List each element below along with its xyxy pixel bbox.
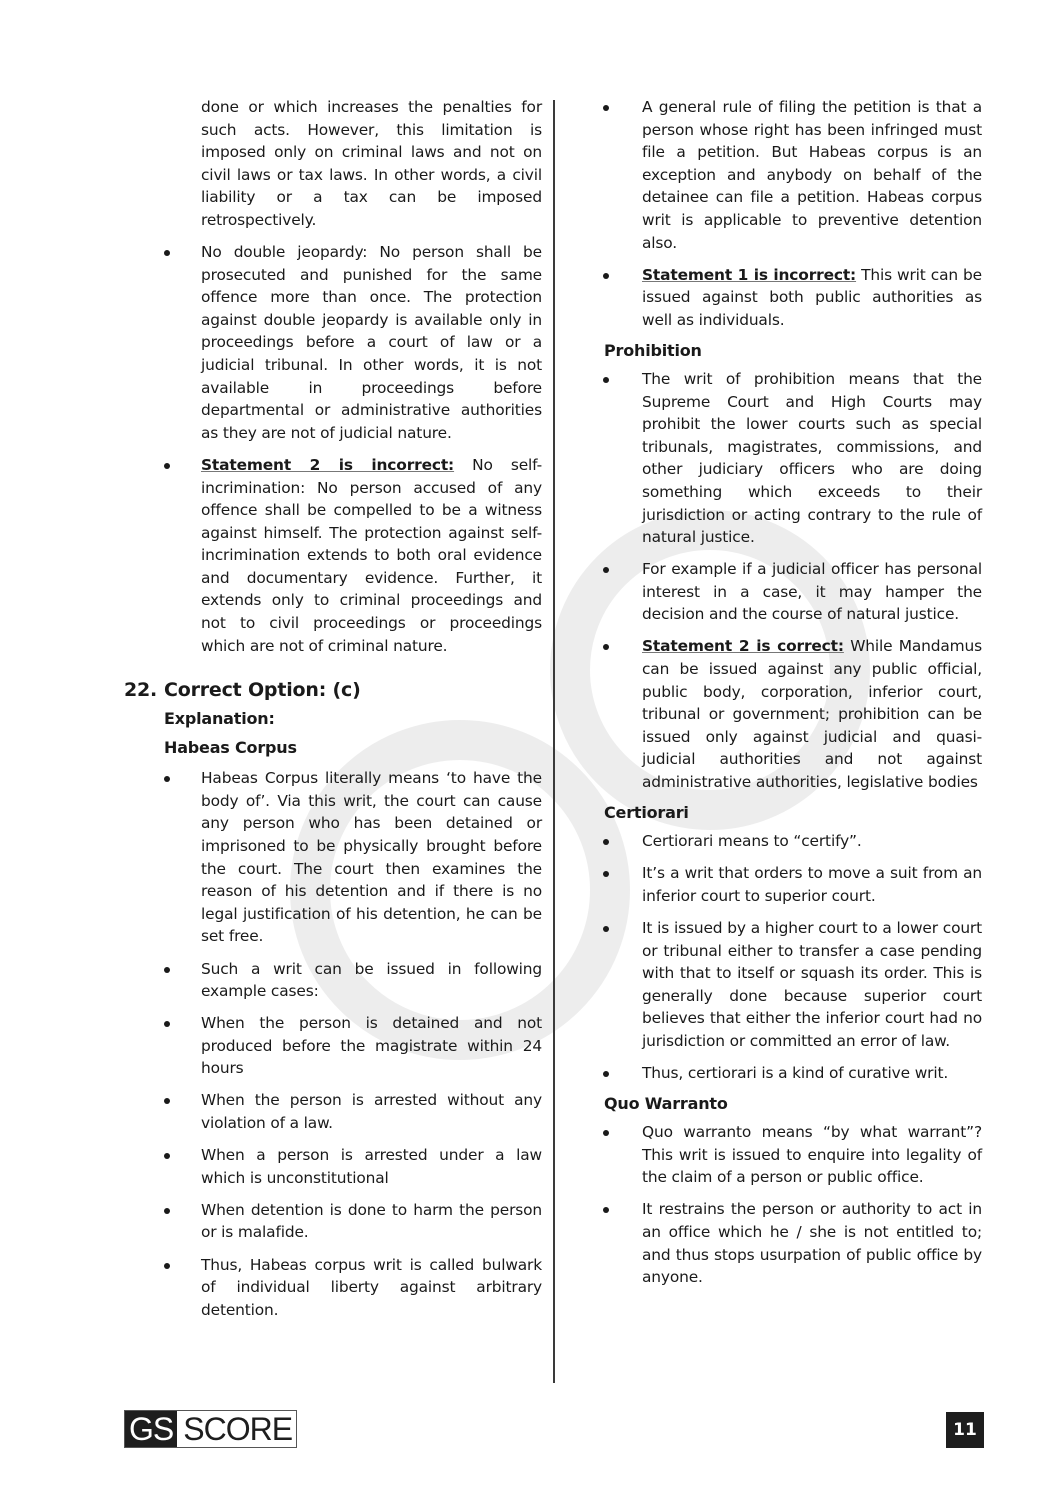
list-item: Statement 2 is correct: While Mandamus can be issued against any public official, public body, corporation, inferior court, tribunal or government; prohibition can be issued only against judicial and quasi-judicial authorities and not against administrative authorities, legislative bodies bbox=[600, 635, 982, 793]
bullet-icon bbox=[603, 926, 609, 932]
bullet-icon bbox=[603, 567, 609, 573]
list-item: The writ of prohibition means that the Supreme Court and High Courts may prohibit the lower courts such as special tribunals, magistrates, commissions, and other judiciary officers who are doing something which exceeds to their jurisdiction or acting contrary to the rule of natural justice. bbox=[600, 368, 982, 549]
bullet-icon bbox=[603, 1207, 609, 1213]
section-heading-certiorari: Certiorari bbox=[604, 803, 689, 823]
list-item: Habeas Corpus literally means ‘to have the body of’. Via this writ, the court can cause any person who has been detained or imprisoned to be physically brought before the court. The court then examines the reason of his detention and if there is no legal justification of his detention, he can be set free. bbox=[124, 767, 542, 948]
bullet-icon bbox=[164, 463, 170, 469]
bullet-icon bbox=[603, 377, 609, 383]
list-item: When detention is done to harm the person or is malafide. bbox=[124, 1199, 542, 1244]
section-heading-habeas-corpus: Habeas Corpus bbox=[164, 738, 297, 758]
gs-score-logo bbox=[124, 1410, 297, 1448]
list-item: Thus, certiorari is a kind of curative writ. bbox=[600, 1062, 982, 1085]
list-item: When the person is arrested without any violation of a law. bbox=[124, 1089, 542, 1134]
logo-gs: GS bbox=[125, 1411, 177, 1447]
right-column bbox=[600, 96, 982, 1298]
bullet-icon bbox=[603, 105, 609, 111]
section-heading-prohibition: Prohibition bbox=[604, 340, 702, 360]
bullet-icon bbox=[164, 250, 170, 256]
column-divider bbox=[553, 100, 555, 1383]
bullet-icon bbox=[164, 1021, 170, 1027]
explanation-label: Explanation: bbox=[164, 709, 275, 729]
list-item: A general rule of filing the petition is that a person whose right has been infringed must file a petition. But Habeas corpus is an exception and anybody on behalf of the detainee can file a petition. Habeas corpus writ is applicable to preventive detention also. bbox=[600, 96, 982, 254]
question-number: 22. bbox=[124, 679, 158, 702]
list-item: For example if a judicial officer has personal interest in a case, it may hamper the decision and the course of natural justice. bbox=[600, 558, 982, 626]
bullet-icon bbox=[164, 1208, 170, 1214]
logo-score: SCORE bbox=[177, 1411, 296, 1447]
list-item: Quo warranto means “by what warrant”? This writ is issued to enquire into legality of the claim of a person or public office. bbox=[600, 1121, 982, 1189]
statement-label: Statement 1 is incorrect: bbox=[642, 265, 857, 284]
bullet-icon bbox=[603, 273, 609, 279]
list-item: Such a writ can be issued in following example cases: bbox=[124, 958, 542, 1003]
bullet-icon bbox=[164, 1153, 170, 1159]
list-item: When a person is arrested under a law which is unconstitutional bbox=[124, 1144, 542, 1189]
question-heading bbox=[124, 679, 542, 701]
bullet-icon bbox=[603, 644, 609, 650]
bullet-icon bbox=[164, 1098, 170, 1104]
left-column bbox=[124, 96, 542, 1331]
statement-label: Statement 2 is incorrect: bbox=[201, 455, 455, 474]
page-number: 11 bbox=[946, 1412, 984, 1448]
list-item: Certiorari means to “certify”. bbox=[600, 830, 982, 853]
list-item: When the person is detained and not produced before the magistrate within 24 hours bbox=[124, 1012, 542, 1080]
bullet-icon bbox=[603, 871, 609, 877]
list-item: It’s a writ that orders to move a suit from an inferior court to superior court. bbox=[600, 862, 982, 907]
list-item: No double jeopardy: No person shall be prosecuted and punished for the same offence more than once. The protection against double jeopardy is available only in proceedings before a court of law or a judicial tribunal. In other words, it is not available in proceedings before departmental or administrative authorities as they are not of judicial nature. bbox=[124, 241, 542, 444]
bullet-icon bbox=[603, 1130, 609, 1136]
bullet-icon bbox=[164, 776, 170, 782]
list-item: Statement 2 is incorrect: No self-incrimination: No person accused of any offence shall be compelled to be a witness against himself. The protection against self-incrimination extends to both oral evidence and documentary evidence. Further, it extends only to criminal proceedings and not to civil proceedings or proceedings which are not of criminal nature. bbox=[124, 454, 542, 657]
bullet-icon bbox=[164, 967, 170, 973]
continuation-paragraph: done or which increases the penalties for such acts. However, this limitation is imposed only on criminal laws and not on civil laws or tax laws. In other words, a civil liability or a tax can be imposed retrospectively. bbox=[201, 98, 542, 229]
bullet-icon bbox=[603, 1071, 609, 1077]
list-item: Thus, Habeas corpus writ is called bulwark of individual liberty against arbitrary detention. bbox=[124, 1254, 542, 1322]
list-item: It restrains the person or authority to act in an office which he / she is not entitled to; and thus stops usurpation of public office by anyone. bbox=[600, 1198, 982, 1288]
list-item: It is issued by a higher court to a lower court or tribunal either to transfer a case pending with that to itself or squash its order. This is generally done because superior court believes that either the inferior court had no jurisdiction or committed an error of law. bbox=[600, 917, 982, 1053]
bullet-icon bbox=[603, 839, 609, 845]
bullet-icon bbox=[164, 1263, 170, 1269]
list-item: Statement 1 is incorrect: This writ can be issued against both public authorities as well as individuals. bbox=[600, 264, 982, 332]
correct-option: Correct Option: (c) bbox=[164, 679, 361, 702]
statement-label: Statement 2 is correct: bbox=[642, 637, 844, 656]
section-heading-quo-warranto: Quo Warranto bbox=[604, 1094, 728, 1114]
